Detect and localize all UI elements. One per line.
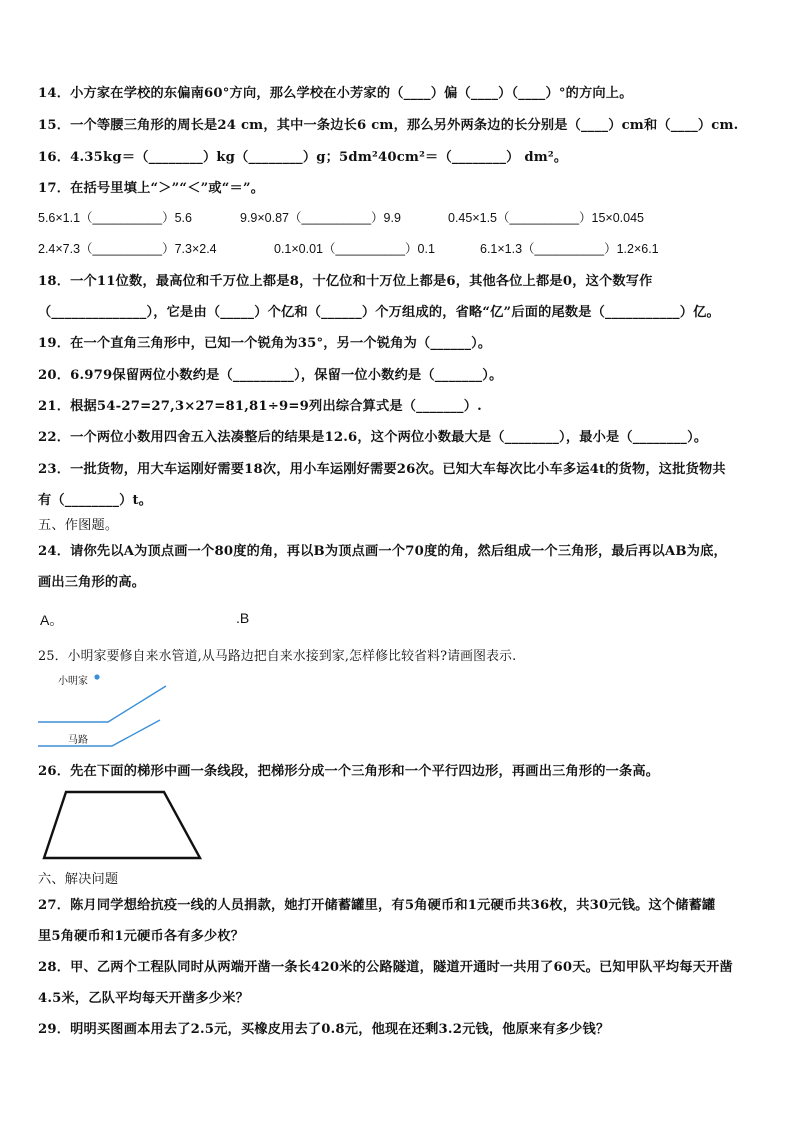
question-19: 19．在一个直角三角形中，已知一个锐角为35°，另一个锐角为（______）。 [38,336,492,351]
point-b-label: .B [236,610,250,626]
question-18-line-1: 18．一个11位数，最高位和千万位上都是8，十亿位和十万位上都是6，其他各位上都是0，这个数写作 [38,274,653,289]
question-21: 21．根据54-27=27,3×27=81,81÷9=9列出综合算式是（_______）. [38,399,482,414]
question-27-line-1: 27．陈月同学想给抗疫一线的人员捐款，她打开储蓄罐里，有5角硬币和1元硬币共36枚，共30元钱。这个储蓄罐 [38,898,716,913]
point-a-label: A。 [40,612,64,628]
question-18-line-2: （______________），它是由（_____）个亿和（______）个万组成的，省略“亿”后面的尾数是（___________）亿。 [38,305,720,320]
compare-item: 2.4×7.3（__________）7.3×2.4 [38,242,217,256]
question-15: 15．一个等腰三角形的周长是24 cm，其中一条边长6 cm，那么另外两条边的长分别是（____）cm和（____）cm. [38,118,739,133]
question-24-line-1: 24．请你先以A为顶点画一个80度的角，再以B为顶点画一个70度的角，然后组成一个三角形，最后再以AB为底， [38,544,727,559]
house-label: 小明家 [58,676,88,687]
question-17: 17．在括号里填上“＞”“＜”或“＝”。 [38,181,265,196]
road-edge-lower [38,720,160,746]
compare-item: 0.45×1.5（__________）15×0.045 [448,211,645,225]
compare-item: 9.9×0.87（__________）9.9 [240,211,401,225]
question-23-line-2: 有（________）t。 [38,493,153,508]
trapezoid-shape [44,792,200,858]
question-29: 29．明明买图画本用去了2.5元，买橡皮用去了0.8元，他现在还剩3.2元钱，他原来有多少钱？ [38,1022,610,1037]
question-14: 14．小方家在学校的东偏南60°方向，那么学校在小芳家的（____）偏（____）（____）°的方向上。 [38,86,633,101]
house-dot [94,674,99,679]
question-23-line-1: 23．一批货物，用大车运刚好需要18次，用小车运刚好需要26次。已知大车每次比小车多运4t的货物，这批货物共 [38,462,726,477]
question-25: 25．小明家要修自来水管道,从马路边把自来水接到家,怎样修比较省料?请画图表示. [38,649,517,664]
section-heading-5: 五、作图题。 [38,518,119,533]
question-20: 20．6.979保留两位小数约是（_________），保留一位小数约是（_______）。 [38,368,503,383]
question-16: 16．4.35kg＝（________）kg（________）g；5dm²40cm²＝（________） dm²。 [38,150,568,165]
question-22: 22．一个两位小数用四舍五入法凑整后的结果是12.6，这个两位小数最大是（________），最小是（________）。 [38,430,708,445]
section-heading-6: 六、解决问题 [38,872,119,887]
question-28-line-2: 4.5米，乙队平均每天开凿多少米？ [38,991,249,1006]
question-24-line-2: 画出三角形的高。 [38,575,146,590]
compare-item: 0.1×0.01（__________）0.1 [274,242,435,256]
question-28-line-1: 28．甲、乙两个工程队同时从两端开凿一条长420米的公路隧道，隧道开通时一共用了60天。已知甲队平均每天开凿 [38,960,733,975]
question-26: 26．先在下面的梯形中画一条线段，把梯形分成一个三角形和一个平行四边形，再画出三角形的一条高。 [38,764,660,779]
compare-item: 6.1×1.3（__________）1.2×6.1 [480,242,659,256]
road-edge-upper [38,686,166,722]
road-label: 马路 [68,735,88,746]
question-27-line-2: 里5角硬币和1元硬币各有多少枚？ [38,929,245,944]
compare-item: 5.6×1.1（__________）5.6 [38,211,192,225]
